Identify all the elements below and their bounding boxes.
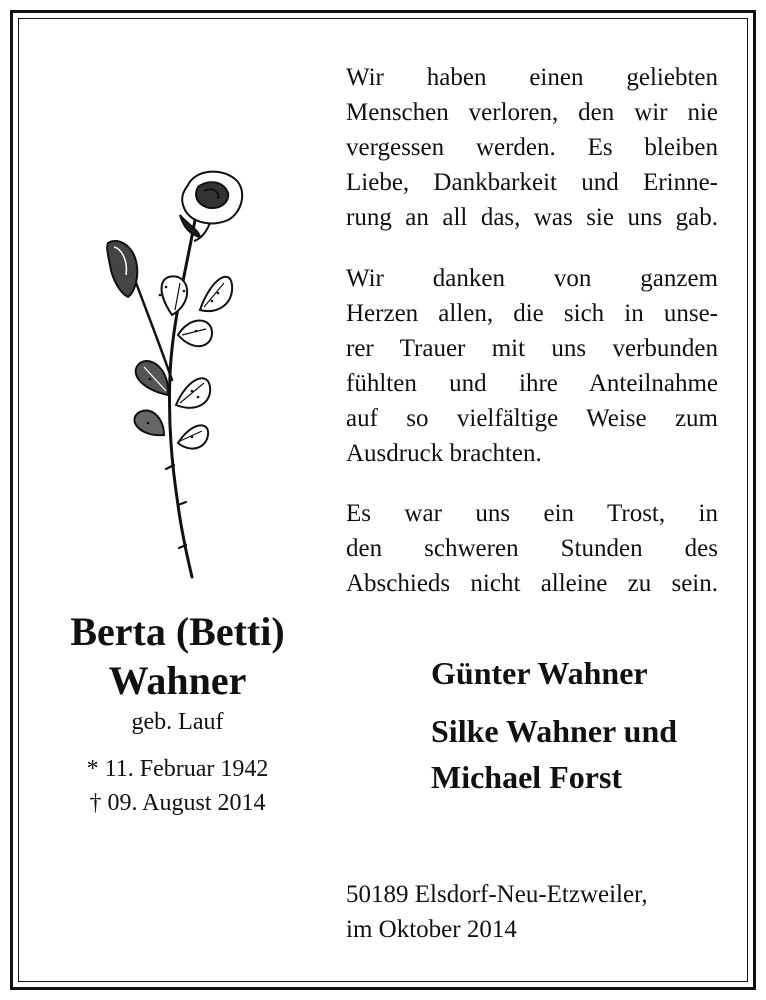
paragraph-line: Es war uns ein Trost, in: [346, 500, 718, 527]
paragraph-line: den schweren Stunden des: [346, 535, 718, 562]
paragraph-line: vergessen werden. Es bleiben: [346, 134, 718, 161]
deceased-name-line1: Berta (Betti): [70, 609, 285, 654]
birth-date: * 11. Februar 1942: [86, 756, 269, 782]
text-paragraph-1: [346, 60, 718, 235]
paragraph-line: Herzen allen, die sich in unse-: [346, 300, 718, 327]
paragraph-line: Menschen verloren, den wir nie: [346, 99, 718, 126]
signature-line-2: Silke Wahner und: [431, 713, 678, 749]
signature-line-1: Günter Wahner: [431, 655, 648, 691]
text-paragraph-2: [346, 261, 718, 471]
paragraph-line: Abschieds nicht alleine zu sein.: [346, 570, 718, 597]
death-date: † 09. August 2014: [89, 790, 266, 816]
signature-line-3: Michael Forst: [431, 759, 623, 795]
date-line: im Oktober 2014: [346, 916, 517, 943]
paragraph-line: Ausdruck brachten.: [346, 440, 542, 467]
text-paragraph-3: [346, 496, 718, 601]
paragraph-line: auf so vielfältige Weise zum: [346, 405, 718, 432]
rose-icon: [100, 165, 250, 585]
deceased-name-line2: Wahner: [108, 658, 247, 703]
paragraph-line: rer Trauer mit uns verbunden: [346, 335, 718, 362]
paragraph-line: Liebe, Dankbarkeit und Erinne-: [346, 169, 718, 196]
place-line: 50189 Elsdorf-Neu-Etzweiler,: [346, 881, 648, 908]
paragraph-line: rung an all das, was sie uns gab.: [346, 204, 718, 231]
paragraph-line: fühlten und ihre Anteilnahme: [346, 370, 718, 397]
birth-name: geb. Lauf: [131, 709, 224, 735]
paragraph-line: Wir danken von ganzem: [346, 265, 718, 292]
paragraph-line: Wir haben einen geliebten: [346, 64, 718, 91]
